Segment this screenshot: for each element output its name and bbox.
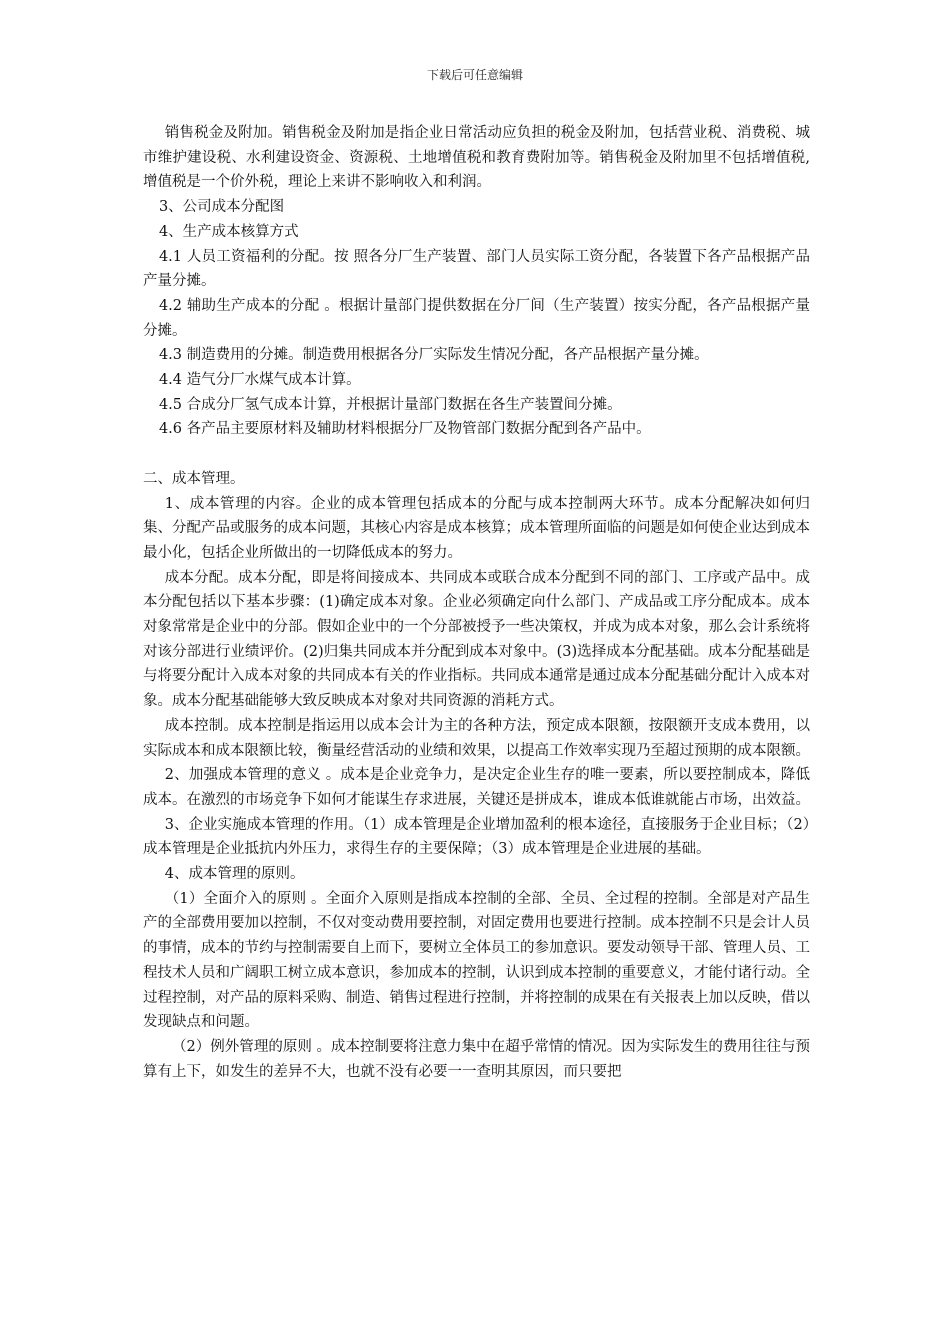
paragraph-4-4: 4.4 造气分厂水煤气成本计算。 (158, 372, 361, 389)
paragraph-principles: 4、成本管理的原则。 (164, 866, 305, 883)
blank-line (143, 442, 810, 467)
paragraph-cost-allocation: 成本分配。成本分配，即是将间接成本、共同成本或联合成本分配到不同的部门、工序或产品中。成本分配包括以下基本步骤：(1)确定成本对象。企业必须确定向什么部门、产成品或工序分配成本。成本对象常常是企业中的分部。假如企业中的一个分部被授予一些决策权，并成为成本对象，那么会计系统将对该分部进行业绩评价。(2)归集共同成本并分配到成本对象中。(3)选择成本分配基础。成本分配基础是与将要分配计入成本对象的共同成本有关的作业指标。共同成本通常是通过成本分配基础分配计入成本对象。成本分配基础能够大致反映成本对象对共同资源的消耗方式。 (143, 569, 810, 710)
paragraph-cost-allocation-chart: 3、公司成本分配图 (158, 199, 285, 216)
paragraph-principle-2: （2）例外管理的原则 。成本控制要将注意力集中在超乎常情的情况。因为实际发生的费用往往与预算有上下，如发生的差异不大，也就不没有必要一一查明其原因，而只要把 (143, 1039, 810, 1080)
paragraph-management-content: 1、成本管理的内容。企业的成本管理包括成本的分配与成本控制两大环节。成本分配解决如何归集、分配产品或服务的成本问题，其核心内容是成本核算；成本管理所面临的问题是如何使企业达到成本最小化，包括企业所做出的一切降低成本的努力。 (143, 495, 810, 561)
paragraph-4-2: 4.2 辅助生产成本的分配 。根据计量部门提供数据在分厂间（生产装置）按实分配，各产品根据产量分摊。 (143, 297, 810, 339)
document-body (143, 121, 810, 1084)
paragraph-4-3: 4.3 制造费用的分摊。制造费用根据各分厂实际发生情况分配，各产品根据产量分摊。 (158, 347, 709, 364)
paragraph-cost-accounting-method: 4、生产成本核算方式 (158, 223, 299, 240)
paragraph-significance: 2、加强成本管理的意义 。成本是企业竞争力，是决定企业生存的唯一要素，所以要控制成本，降低成本。在激烈的市场竞争下如何才能谋生存求进展，关键还是拼成本，谁成本低谁就能占市场，出效益。 (143, 767, 810, 808)
paragraph-4-5: 4.5 合成分厂氢气成本计算，并根据计量部门数据在各生产装置间分摊。 (158, 396, 622, 413)
paragraph-role: 3、企业实施成本管理的作用。（1）成本管理是企业增加盈利的根本途径，直接服务于企业目标；（2）成本管理是企业抵抗内外压力，求得生存的主要保障；（3）成本管理是企业进展的基础。 (143, 816, 810, 858)
page-header: 下载后可任意编辑 (426, 68, 523, 82)
paragraph-sales-tax: 销售税金及附加。销售税金及附加是指企业日常活动应负担的税金及附加，包括营业税、消费税、城市维护建设税、水利建设资金、资源税、土地增值税和教育费附加等。销售税金及附加里不包括增值税,增值税是一个价外税，理论上来讲不影响收入和利润。 (143, 125, 810, 191)
section-heading-cost-management: 二、成本管理。 (143, 470, 245, 487)
paragraph-principle-1: （1）全面介入的原则 。全面介入原则是指成本控制的全部、全员、全过程的控制。全部是对产品生产的全部费用要加以控制，不仅对变动费用要控制，对固定费用也要进行控制。成本控制不只是会计人员的事情，成本的节约与控制需要自上而下，要树立全体员工的参加意识。要发动领导干部、管理人员、工程技术人员和广阔职工树立成本意识，参加成本的控制，认识到成本控制的重要意义，才能付诸行动。全过程控制，对产品的原料采购、制造、销售过程进行控制，并将控制的成果在有关报表上加以反映，借以发现缺点和问题。 (143, 890, 810, 1031)
paragraph-4-6: 4.6 各产品主要原材料及辅助材料根据分厂及物管部门数据分配到各产品中。 (158, 421, 651, 438)
paragraph-4-1: 4.1 人员工资福利的分配。按 照各分厂生产装置、部门人员实际工资分配，各装置下各产品根据产品产量分摊。 (143, 248, 810, 290)
paragraph-cost-control: 成本控制。成本控制是指运用以成本会计为主的各种方法，预定成本限额，按限额开支成本费用，以实际成本和成本限额比较，衡量经营活动的业绩和效果，以提高工作效率实现乃至超过预期的成本限额。 (143, 717, 810, 759)
